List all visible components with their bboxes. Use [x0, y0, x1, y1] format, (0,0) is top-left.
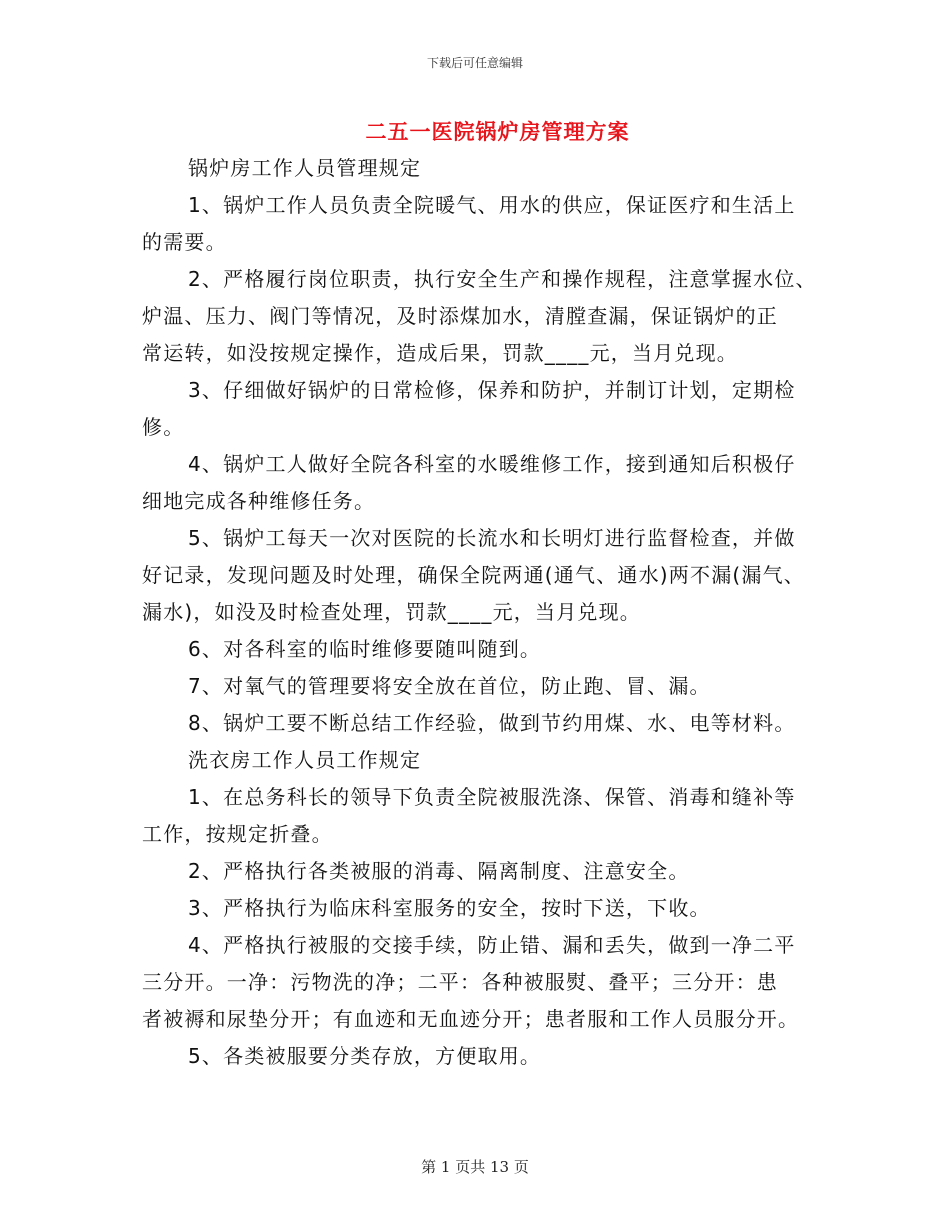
text-line: 3、仔细做好锅炉的日常检修，保养和防护，并制订计划，定期检: [188, 378, 796, 402]
page-footer: 第 1 页共 13 页: [421, 1158, 529, 1176]
text-line: 8、锅炉工要不断总结工作经验，做到节约用煤、水、电等材料。: [188, 711, 796, 735]
text-line: 2、严格执行各类被服的消毒、隔离制度、注意安全。: [188, 859, 690, 883]
text-line: 锅炉房工作人员管理规定: [188, 156, 422, 180]
text-line: 细地完成各种维修任务。: [142, 489, 376, 513]
text-line: 3、严格执行为临床科室服务的安全，按时下送，下收。: [188, 896, 711, 920]
text-line: 2、严格履行岗位职责，执行安全生产和操作规程，注意掌握水位、: [188, 267, 817, 291]
text-line: 炉温、压力、阀门等情况，及时添煤加水，清膛查漏，保证锅炉的正: [142, 304, 778, 328]
text-line: 三分开。一净：污物洗的净；二平：各种被服熨、叠平；三分开：患: [142, 970, 778, 994]
document-title: 二五一医院锅炉房管理方案: [365, 120, 630, 144]
text-line: 5、各类被服要分类存放，方便取用。: [188, 1044, 542, 1068]
text-line: 修。: [142, 415, 185, 439]
document-body: [142, 150, 827, 1075]
text-line: 6、对各科室的临时维修要随叫随到。: [188, 637, 542, 661]
text-line: 漏水)，如没及时检查处理，罚款____元，当月兑现。: [142, 600, 642, 624]
text-line: 1、在总务科长的领导下负责全院被服洗涤、保管、消毒和缝补等: [188, 785, 796, 809]
text-line: 工作，按规定折叠。: [142, 822, 333, 846]
text-line: 常运转，如没按规定操作，造成后果，罚款____元，当月兑现。: [142, 341, 738, 365]
text-line: 7、对氧气的管理要将安全放在首位，防止跑、冒、漏。: [188, 674, 711, 698]
text-line: 4、锅炉工人做好全院各科室的水暖维修工作，接到通知后积极仔: [188, 452, 796, 476]
header-note: 下载后可任意编辑: [426, 56, 523, 70]
text-line: 的需要。: [142, 230, 227, 254]
text-line: 者被褥和尿垫分开；有血迹和无血迹分开；患者服和工作人员服分开。: [142, 1007, 800, 1031]
text-line: 4、严格执行被服的交接手续，防止错、漏和丢失，做到一净二平: [188, 933, 796, 957]
text-line: 洗衣房工作人员工作规定: [188, 748, 422, 772]
text-line: 5、锅炉工每天一次对医院的长流水和长明灯进行监督检查，并做: [188, 526, 796, 550]
text-line: 1、锅炉工作人员负责全院暖气、用水的供应，保证医疗和生活上: [188, 193, 796, 217]
text-line: 好记录，发现问题及时处理，确保全院两通(通气、通水)两不漏(漏气、: [142, 563, 806, 587]
